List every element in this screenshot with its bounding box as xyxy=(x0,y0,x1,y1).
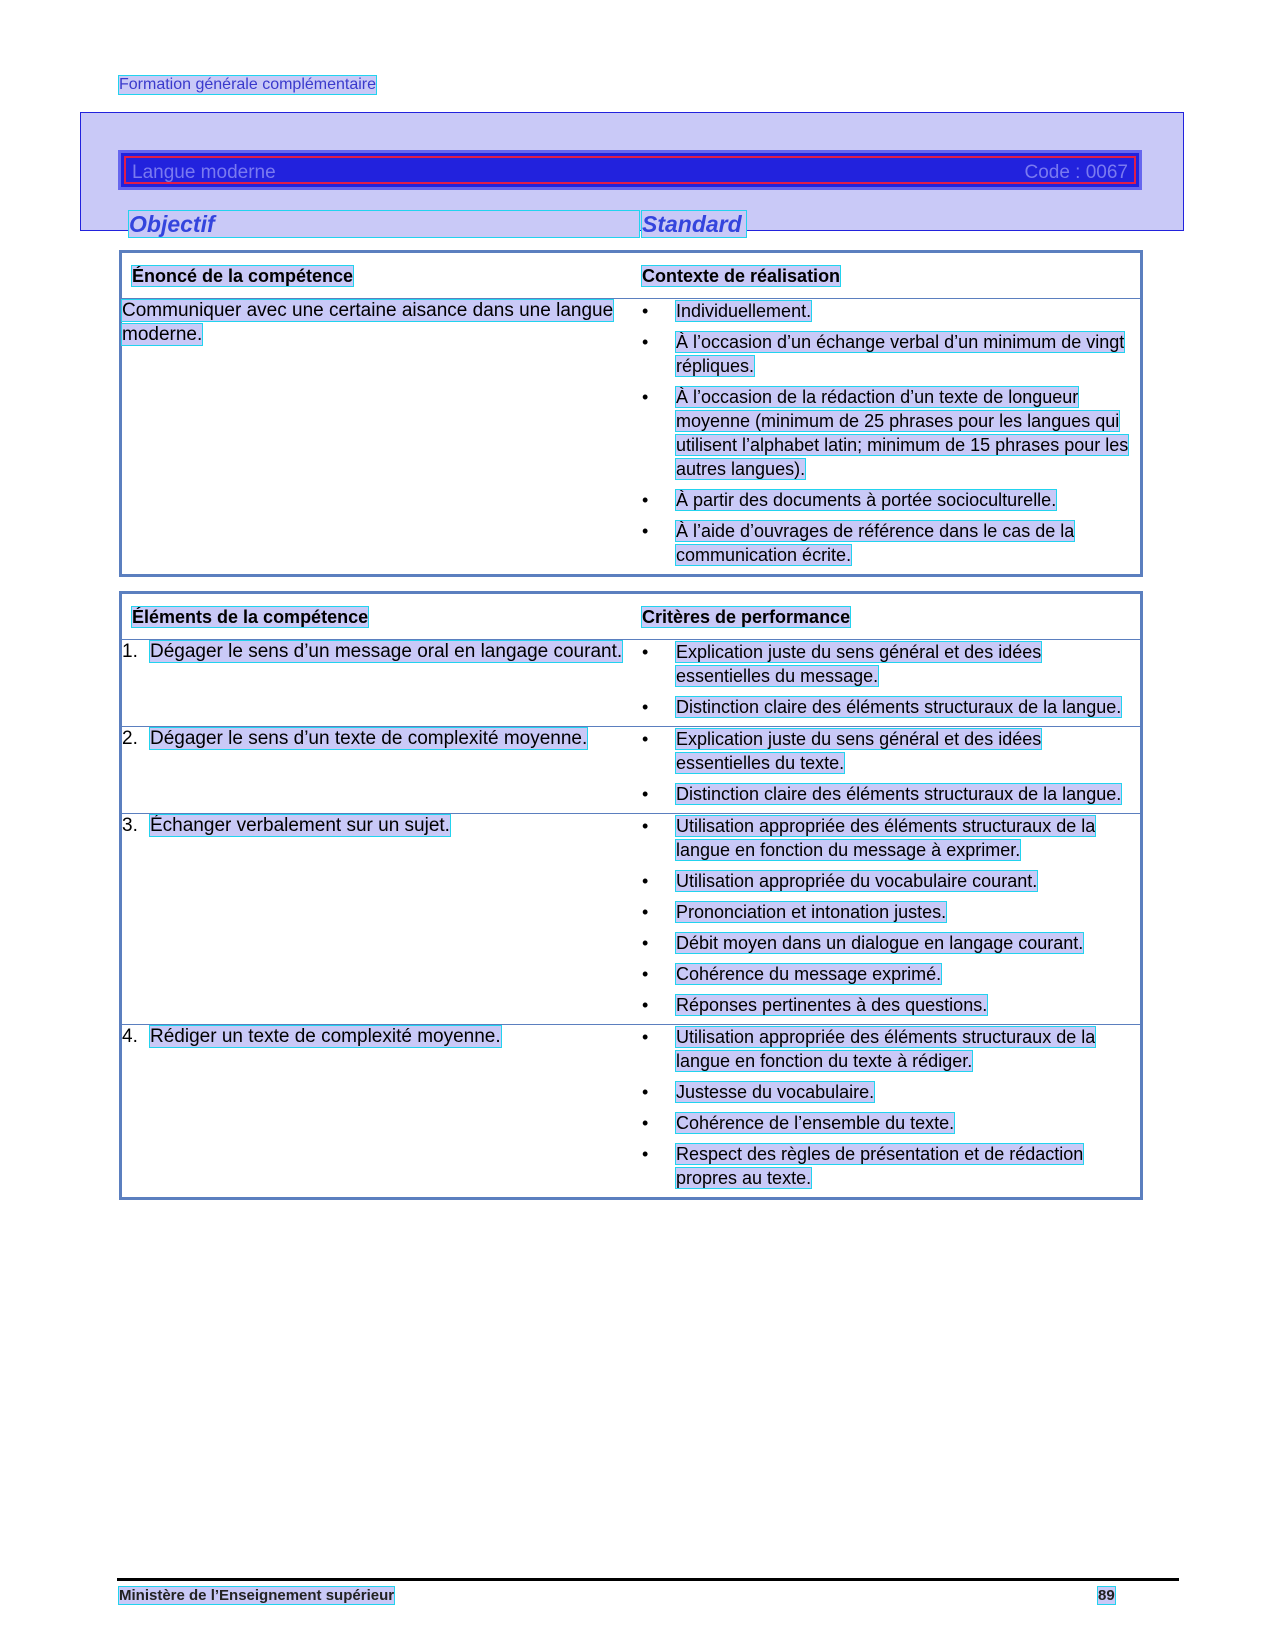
course-title-bar xyxy=(118,150,1142,190)
bullet-item xyxy=(642,782,1140,806)
bullet-icon: • xyxy=(642,1144,649,1164)
competence-table-row xyxy=(121,299,1142,576)
bullet-icon: • xyxy=(642,521,649,541)
course-code: Code : 0067 xyxy=(1024,162,1128,183)
bullet-icon: • xyxy=(642,642,649,662)
bullet-text: À partir des documents à portée socioculturelle. xyxy=(676,490,1057,510)
bullet-icon: • xyxy=(642,995,649,1015)
bullet-text: Cohérence de l’ensemble du texte. xyxy=(676,1113,955,1133)
bullet-text: Utilisation appropriée du vocabulaire courant. xyxy=(676,871,1038,891)
bullet-item xyxy=(642,695,1140,719)
bullet-text: À l’occasion de la rédaction d’un texte de longueur moyenne (minimum de 25 phrases pour les langues qui utilisent l’alphabet latin; minimum de 15 phrases pour les autres langues). xyxy=(676,387,1129,479)
element-row xyxy=(121,1025,1142,1199)
element-text: Dégager le sens d’un message oral en langage courant. xyxy=(150,641,623,662)
bullet-text: Utilisation appropriée des éléments structuraux de la langue en fonction du message à exprimer. xyxy=(676,816,1096,860)
criteria-cell xyxy=(642,1025,1142,1199)
element-cell xyxy=(121,1025,643,1199)
bullet-item xyxy=(642,640,1140,688)
competence-statement: Communiquer avec une certaine aisance dans une langue moderne. xyxy=(122,300,614,345)
running-header: Formation générale complémentaire xyxy=(119,76,377,93)
bullet-icon: • xyxy=(642,1082,649,1102)
statement-header: Énoncé de la compétence xyxy=(132,266,354,286)
elements-table-header xyxy=(121,593,1142,640)
element-row xyxy=(121,814,1142,1025)
bullet-item xyxy=(642,814,1140,862)
bullet-text: À l’occasion d’un échange verbal d’un minimum de vingt répliques. xyxy=(676,332,1125,376)
bullet-icon: • xyxy=(642,964,649,984)
footer-ministry: Ministère de l’Enseignement supérieur xyxy=(119,1587,395,1604)
bullet-item xyxy=(642,385,1140,481)
element-text: Dégager le sens d’un texte de complexité moyenne. xyxy=(150,728,588,749)
bullet-icon: • xyxy=(642,332,649,352)
element-number: 4. xyxy=(122,1026,138,1047)
context-header-cell xyxy=(642,252,1142,299)
bullet-item xyxy=(642,962,1140,986)
bullet-item xyxy=(642,869,1140,893)
bullet-text: À l’aide d’ouvrages de référence dans le cas de la communication écrite. xyxy=(676,521,1075,565)
bullet-text: Respect des règles de présentation et de rédaction propres au texte. xyxy=(676,1144,1084,1188)
bullet-text: Individuellement. xyxy=(676,301,812,321)
criteria-list xyxy=(642,814,1140,1017)
bullet-icon: • xyxy=(642,729,649,749)
bullet-item xyxy=(642,1080,1140,1104)
bullet-icon: • xyxy=(642,784,649,804)
bullet-icon: • xyxy=(642,387,649,407)
bullet-text: Cohérence du message exprimé. xyxy=(676,964,942,984)
bullet-item xyxy=(642,488,1140,512)
element-cell xyxy=(121,640,643,727)
bullet-text: Explication juste du sens général et des idées essentielles du texte. xyxy=(676,729,1042,773)
criteria-header: Critères de performance xyxy=(642,607,851,627)
criteria-list xyxy=(642,727,1140,806)
bullet-text: Distinction claire des éléments structuraux de la langue. xyxy=(676,784,1122,804)
criteria-cell xyxy=(642,814,1142,1025)
bullet-item xyxy=(642,330,1140,378)
page-number: 89 xyxy=(1098,1587,1115,1604)
element-cell xyxy=(121,814,643,1025)
context-cell xyxy=(642,299,1142,576)
bullet-item xyxy=(642,1142,1140,1190)
elements-header: Éléments de la compétence xyxy=(132,607,369,627)
element-number: 1. xyxy=(122,641,138,662)
bullet-icon: • xyxy=(642,1113,649,1133)
bullet-text: Justesse du vocabulaire. xyxy=(676,1082,875,1102)
bullet-icon: • xyxy=(642,933,649,953)
course-title-bar-inner xyxy=(124,156,1136,184)
element-text: Rédiger un texte de complexité moyenne. xyxy=(150,1026,501,1047)
footer-rule xyxy=(117,1578,1179,1581)
context-list xyxy=(642,299,1140,567)
statement-cell xyxy=(121,299,643,576)
element-number: 2. xyxy=(122,728,138,749)
bullet-item xyxy=(642,519,1140,567)
bullet-text: Réponses pertinentes à des questions. xyxy=(676,995,988,1015)
course-name: Langue moderne xyxy=(132,162,276,183)
standard-heading: Standard xyxy=(642,211,746,237)
elements-table xyxy=(119,591,1143,1200)
bullet-icon: • xyxy=(642,1027,649,1047)
bullet-item xyxy=(642,727,1140,775)
bullet-item xyxy=(642,900,1140,924)
criteria-header-cell xyxy=(642,593,1142,640)
criteria-list xyxy=(642,640,1140,719)
bullet-text: Utilisation appropriée des éléments structuraux de la langue en fonction du texte à rédiger. xyxy=(676,1027,1096,1071)
bullet-text: Prononciation et intonation justes. xyxy=(676,902,947,922)
statement-header-cell xyxy=(121,252,643,299)
bullet-item xyxy=(642,993,1140,1017)
bullet-icon: • xyxy=(642,490,649,510)
element-text: Échanger verbalement sur un sujet. xyxy=(150,815,450,836)
elements-header-cell xyxy=(121,593,643,640)
competence-table xyxy=(119,250,1143,577)
element-row xyxy=(121,727,1142,814)
bullet-text: Distinction claire des éléments structuraux de la langue. xyxy=(676,697,1122,717)
bullet-icon: • xyxy=(642,871,649,891)
bullet-item xyxy=(642,931,1140,955)
bullet-icon: • xyxy=(642,301,649,321)
element-row xyxy=(121,640,1142,727)
bullet-item xyxy=(642,299,1140,323)
bullet-icon: • xyxy=(642,816,649,836)
context-header: Contexte de réalisation xyxy=(642,266,841,286)
bullet-icon: • xyxy=(642,902,649,922)
competence-table-header xyxy=(121,252,1142,299)
criteria-list xyxy=(642,1025,1140,1190)
bullet-item xyxy=(642,1025,1140,1073)
element-cell xyxy=(121,727,643,814)
bullet-item xyxy=(642,1111,1140,1135)
bullet-icon: • xyxy=(642,697,649,717)
bullet-text: Débit moyen dans un dialogue en langage courant. xyxy=(676,933,1084,953)
criteria-cell xyxy=(642,640,1142,727)
bullet-text: Explication juste du sens général et des idées essentielles du message. xyxy=(676,642,1042,686)
criteria-cell xyxy=(642,727,1142,814)
element-number: 3. xyxy=(122,815,138,836)
objectif-heading: Objectif xyxy=(129,211,639,237)
